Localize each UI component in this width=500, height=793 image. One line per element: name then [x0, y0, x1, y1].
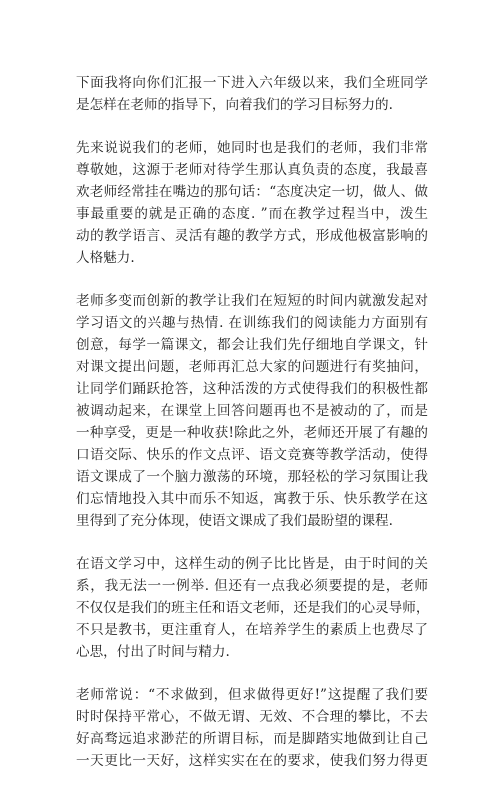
paragraph-1-line-1: 下面我将向你们汇报一下进入六年级以来，我们全班同学	[76, 75, 428, 91]
paragraph-5-line-3: 好高骛远追求渺茫的所谓目标，而是脚踏实地做到让自己	[76, 731, 428, 747]
paragraph-4-line-3: 不仅仅是我们的班主任和语文老师，还是我们的心灵导师，	[76, 600, 430, 616]
paragraph-5-line-1: 老师常说：“不求做到，但求做得更好!”这提醒了我们要	[76, 687, 428, 703]
paragraph-5	[76, 684, 428, 772]
paragraph-3-line-2: 学习语文的兴趣与热情. 在训练我们的阅读能力方面别有	[76, 315, 428, 331]
paragraph-3-line-8: 口语交际、快乐的作文点评、语文竞赛等教学活动，使得	[76, 447, 428, 463]
paragraph-4	[76, 553, 428, 663]
paragraph-3-line-6: 被调动起来，在课堂上回答问题再也不是被动的了，而是	[76, 403, 428, 419]
paragraph-2	[76, 137, 428, 269]
paragraph-1	[76, 72, 428, 116]
paragraph-1-line-2: 是怎样在老师的指导下，向着我们的学习目标努力的.	[76, 97, 393, 113]
paragraph-4-line-4: 不只是教书，更注重育人，在培养学生的素质上也费尽了	[76, 622, 428, 638]
paragraph-2-line-4: 事最重要的就是正确的态度. ”而在教学过程当中，泼生	[76, 206, 428, 222]
paragraph-5-line-4: 一天更比一天好，这样实实在在的要求，使我们努力得更	[76, 753, 428, 769]
paragraph-5-line-2: 时时保持平常心，不做无谓、无效、不合理的攀比，不去	[76, 709, 428, 725]
paragraph-3-line-11: 里得到了充分体现，使语文课成了我们最盼望的课程.	[76, 513, 393, 529]
paragraph-4-line-5: 心思，付出了时间与精力.	[76, 644, 230, 660]
paragraph-2-line-1: 先来说说我们的老师，她同时也是我们的老师，我们非常	[76, 140, 428, 156]
paragraph-2-line-3: 欢老师经常挂在嘴边的那句话：“态度决定一切，做人、做	[76, 184, 428, 200]
paragraph-3-line-5: 让同学们踊跃抢答，这种活泼的方式使得我们的积极性都	[76, 381, 428, 397]
paragraph-2-line-6: 人格魅力.	[76, 250, 135, 266]
document-body	[76, 72, 428, 793]
paragraph-3-line-1: 老师多变而创新的教学让我们在短短的时间内就激发起对	[76, 293, 428, 309]
paragraph-3-line-3: 创意，每学一篇课文，都会让我们先仔细地自学课文，针	[76, 337, 428, 353]
paragraph-3-line-9: 语文课成了一个脑力激荡的环境，那轻松的学习氛围让我	[76, 469, 428, 485]
paragraph-2-line-5: 动的教学语言、灵活有趣的教学方式，形成他极富影响的	[76, 228, 428, 244]
paragraph-2-line-2: 尊敬她，这源于老师对待学生那认真负责的态度，我最喜	[76, 162, 428, 178]
paragraph-3	[76, 290, 428, 532]
paragraph-4-line-1: 在语文学习中，这样生动的例子比比皆是，由于时间的关	[76, 556, 428, 572]
paragraph-3-line-7: 一种享受，更是一种收获!除此之外，老师还开展了有趣的	[76, 425, 428, 441]
paragraph-3-line-10: 们忘情地投入其中而乐不知返，寓教于乐、快乐教学在这	[76, 491, 428, 507]
paragraph-4-line-2: 系，我无法一一例举. 但还有一点我必须要提的是，老师	[76, 578, 428, 594]
paragraph-3-line-4: 对课文提出问题，老师再汇总大家的问题进行有奖抽问，	[76, 359, 428, 375]
